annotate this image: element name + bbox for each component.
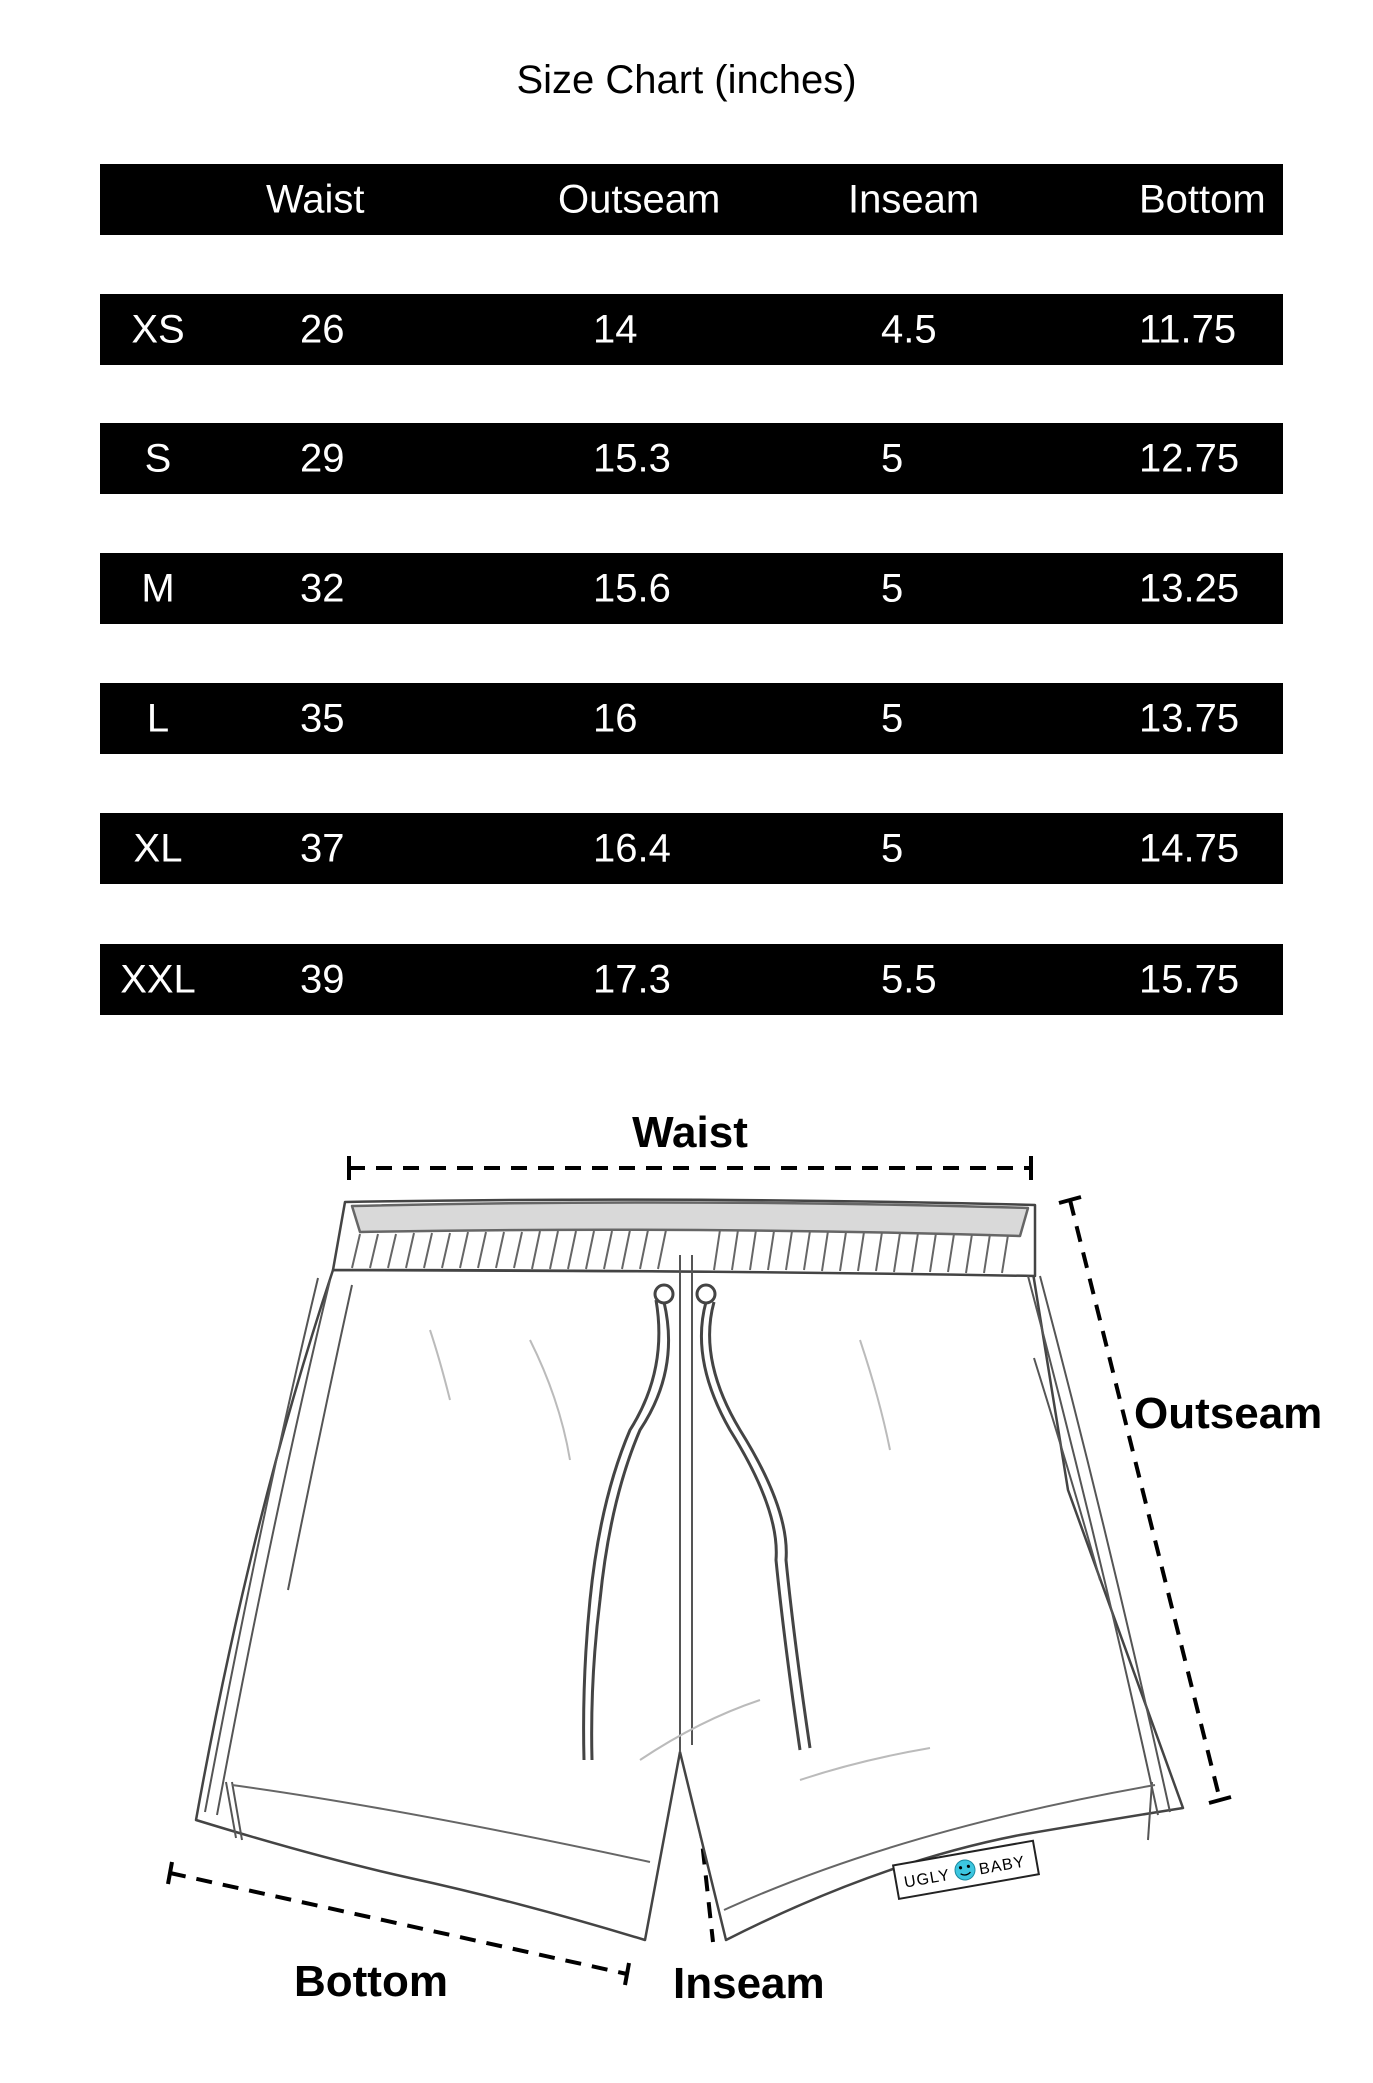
waist-cell: 35 — [300, 696, 345, 740]
waist-label: Waist — [632, 1108, 748, 1157]
inseam-label: Inseam — [673, 1959, 825, 2008]
shorts-measurement-diagram — [0, 1080, 1373, 2083]
inseam-cell: 4.5 — [881, 307, 937, 351]
outseam-label: Outseam — [1134, 1389, 1323, 1438]
header-bottom: Bottom — [1139, 177, 1266, 221]
outseam-cell: 17.3 — [593, 957, 671, 1001]
table-row — [100, 683, 1283, 754]
brand-left-text: UGLY — [902, 1866, 952, 1892]
size-cell: XXL — [120, 957, 196, 1001]
inseam-cell: 5 — [881, 826, 904, 870]
bottom-cell: 14.75 — [1139, 826, 1240, 870]
header-outseam: Outseam — [558, 177, 721, 221]
header-inseam: Inseam — [848, 177, 980, 221]
size-cell: S — [144, 436, 172, 480]
outseam-cell: 16.4 — [593, 826, 671, 870]
inseam-cell: 5 — [881, 696, 904, 740]
inseam-cell: 5 — [881, 436, 904, 480]
bottom-label: Bottom — [294, 1957, 448, 2006]
size-cell: L — [146, 696, 170, 740]
outseam-cell: 15.6 — [593, 566, 671, 610]
table-row — [100, 553, 1283, 624]
waist-cell: 29 — [300, 436, 345, 480]
shorts-outline — [196, 1200, 1183, 1940]
table-row — [100, 294, 1283, 365]
waist-measure-line — [349, 1156, 1031, 1180]
table-row — [100, 813, 1283, 884]
header-row — [100, 164, 1283, 235]
header-waist: Waist — [266, 177, 365, 221]
brand-right-text: BABY — [977, 1853, 1027, 1879]
inseam-cell: 5.5 — [881, 957, 937, 1001]
bottom-cell: 15.75 — [1139, 957, 1240, 1001]
table-row — [100, 423, 1283, 494]
size-cell: M — [141, 566, 175, 610]
size-cell: XS — [131, 307, 185, 351]
waist-cell: 39 — [300, 957, 345, 1001]
bottom-cell: 11.75 — [1139, 307, 1237, 351]
outseam-cell: 15.3 — [593, 436, 671, 480]
bottom-cell: 12.75 — [1139, 436, 1240, 480]
waist-cell: 32 — [300, 566, 345, 610]
waist-cell: 26 — [300, 307, 345, 351]
bottom-cell: 13.25 — [1139, 566, 1240, 610]
bottom-cell: 13.75 — [1139, 696, 1240, 740]
chart-title: Size Chart (inches) — [516, 58, 857, 102]
inseam-cell: 5 — [881, 566, 904, 610]
outseam-cell: 14 — [593, 307, 638, 351]
table-row — [100, 944, 1283, 1015]
waist-cell: 37 — [300, 826, 345, 870]
outseam-cell: 16 — [593, 696, 638, 740]
size-cell: XL — [133, 826, 183, 870]
